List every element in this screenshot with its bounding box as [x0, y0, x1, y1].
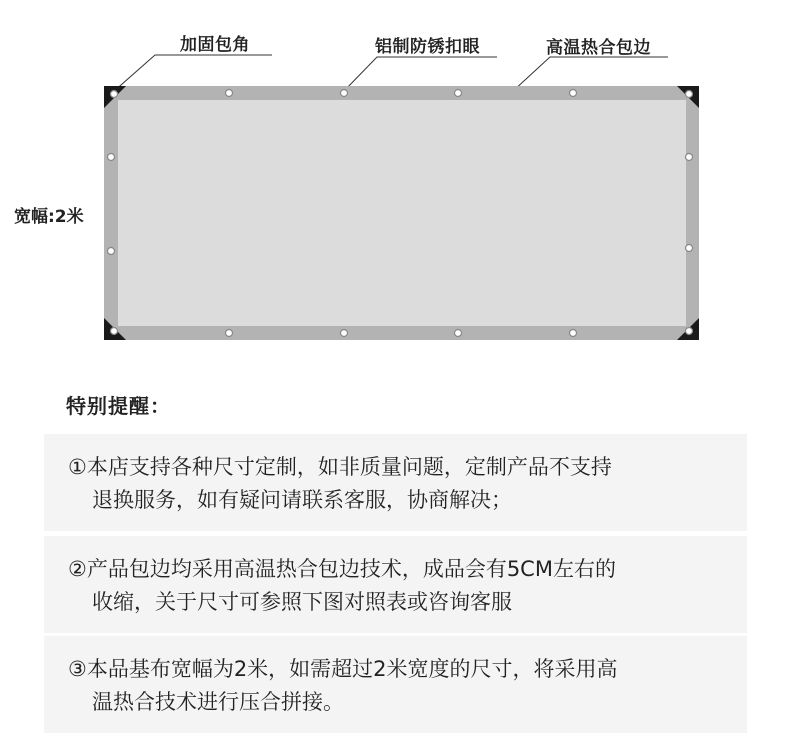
reminder-note-2: [44, 536, 747, 633]
corner-callout-label: 加固包角: [180, 35, 250, 55]
grommet: [111, 91, 118, 98]
edge-leader-line: [513, 57, 668, 91]
grommet: [108, 154, 115, 161]
reminder-note-1: [44, 434, 747, 531]
note-line: ②产品包边均采用高温热合包边技术，成品会有5CM左右的: [68, 557, 616, 581]
grommet: [686, 245, 693, 252]
grommet: [455, 330, 462, 337]
grommet: [341, 90, 348, 97]
grommet: [686, 91, 693, 98]
grommet: [686, 154, 693, 161]
grommet: [226, 330, 233, 337]
note-line: 温热合技术进行压合拼接。: [92, 690, 344, 714]
grommet: [570, 330, 577, 337]
note-line: ③本品基布宽幅为2米，如需超过2米宽度的尺寸，将采用高: [68, 657, 618, 681]
grommet: [108, 248, 115, 255]
note-line: 收缩，关于尺寸可参照下图对照表或咨询客服: [92, 590, 512, 614]
grommet: [455, 90, 462, 97]
reminder-title: 特别提醒：: [66, 394, 171, 418]
grommet-callout-label: 铝制防锈扣眼: [375, 37, 480, 57]
edge-callout-label: 高温热合包边: [546, 38, 651, 58]
tarp-body: [118, 100, 686, 326]
tarp-diagram: [0, 0, 790, 360]
note-line: 退换服务，如有疑问请联系客服，协商解决；: [92, 488, 512, 512]
reminder-note-3: [44, 636, 747, 733]
grommet: [570, 90, 577, 97]
grommet: [111, 328, 118, 335]
note-line: ①本店支持各种尺寸定制，如非质量问题，定制产品不支持: [68, 455, 612, 479]
grommet: [686, 328, 693, 335]
grommet: [341, 330, 348, 337]
grommet: [226, 90, 233, 97]
width-label: 宽幅:2米: [14, 207, 84, 227]
